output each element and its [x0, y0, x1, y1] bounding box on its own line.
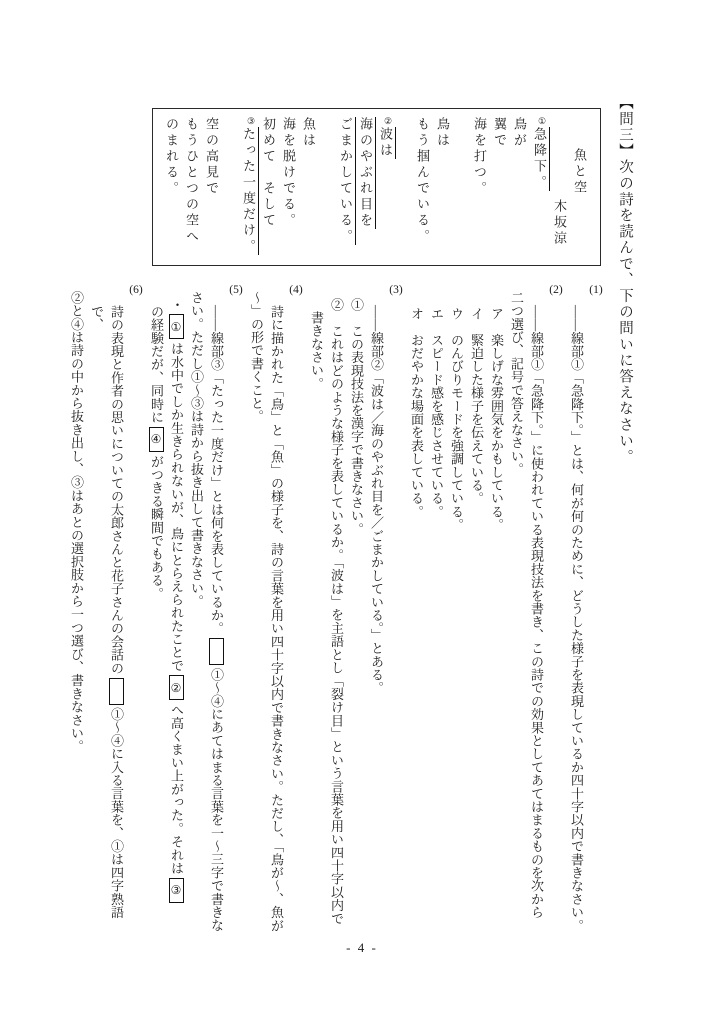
- poem-line: 魚は: [301, 117, 316, 149]
- question-text: ②と④は詩の中から抜き出し、③はあとの選択肢から一つ選び、書きなさい。: [69, 291, 84, 753]
- question-line: [306, 283, 326, 943]
- answer-blank-box-empty: [109, 678, 124, 705]
- poem-underlined-text: 波は: [378, 127, 396, 159]
- question-line: [146, 283, 166, 943]
- question-text: ア 楽しげな雰囲気をかもしている。: [489, 307, 504, 532]
- poem-line: [529, 117, 549, 259]
- poem-title: 魚と空: [572, 148, 587, 196]
- question-text: 詩に描かれた「鳥」と「魚」の様子を、詩の言葉を用い四十字以内で書きなさい。ただし、「鳥が〜、魚が: [269, 305, 284, 933]
- question-line: [246, 283, 266, 943]
- poem-ref-number: ③: [247, 117, 257, 127]
- question-text: さい。ただし①〜③は詩から抜き出して書きなさい。: [189, 291, 204, 608]
- question-line: [426, 283, 446, 943]
- poem-line: 鳥は: [435, 117, 450, 149]
- question-number-line: [286, 283, 306, 943]
- poem-line: [238, 117, 258, 259]
- question-number-line: [546, 283, 566, 943]
- poem-ref-number: ①: [538, 117, 548, 127]
- poem-line: もう掴んでいる。: [415, 117, 430, 245]
- question-line: [86, 283, 126, 943]
- question: [246, 283, 306, 943]
- question-number: (6): [129, 284, 143, 296]
- question-line: [506, 283, 526, 943]
- poem-stanza-gap: [395, 117, 412, 259]
- question-text: 詩の表現と作者の思いについての太郎さんと花子さんの会話の: [109, 305, 124, 675]
- question-text: は水中でしか生きられないが、鳥にとらえられたことで: [169, 342, 184, 673]
- question-text: ウ のんびりモードを強調している。: [449, 307, 464, 532]
- poem-author: 木坂涼: [552, 199, 567, 247]
- question-line: [206, 283, 226, 943]
- question-line: [366, 283, 386, 943]
- question-text: 書きなさい。: [309, 311, 324, 391]
- question: [406, 283, 566, 943]
- poem-ref-number: ②: [384, 117, 394, 127]
- poem-line: 海を打つ。: [472, 117, 487, 197]
- question-number: (2): [549, 284, 563, 296]
- question-line: [406, 283, 426, 943]
- question: [306, 283, 406, 943]
- poem-line: 海を脱けでる。: [281, 117, 296, 229]
- question-text: ① この表現技法を漢字で書きなさい。: [349, 298, 364, 536]
- question-text: イ 緊迫した様子を伝えている。: [469, 307, 484, 505]
- question-text: エ スピード感を感じさせている。: [429, 307, 444, 519]
- poem-underlined-text: 急降下。: [532, 127, 550, 191]
- question-line: [526, 283, 546, 943]
- answer-blank-box: ③: [169, 878, 184, 903]
- question-number: (1): [589, 284, 603, 296]
- question-text: ①〜④にあてはまる言葉を一〜三字で書きな: [209, 668, 224, 932]
- question-text: ――線部①「急降下。」とは、何が何のために、どうした様子を表現しているか四十字以内で書きなさい。: [569, 305, 584, 933]
- question-line: [186, 283, 206, 943]
- question-number-line: [386, 283, 406, 943]
- poem-line: [375, 117, 395, 259]
- question-text: 〜」の形で書くこと。: [249, 291, 264, 423]
- question-number-line: [226, 283, 246, 943]
- poem-underlined-text: 海のやぶれ目を: [358, 117, 376, 229]
- poem-stanza-gap: [221, 117, 238, 259]
- poem-line: のまれる。: [164, 117, 179, 197]
- question-line: [446, 283, 466, 943]
- question-text: へ高くまい上がった。それは: [169, 703, 184, 875]
- question-text: がつきる瞬間でもある。: [149, 454, 164, 601]
- question-line: [166, 283, 186, 943]
- poem-line: 翼で: [492, 117, 507, 149]
- poem-line: [355, 117, 375, 259]
- question-line: [66, 283, 86, 943]
- question-text: ――線部②「波は／海のやぶれ目を／ごまかしている。」とある。: [369, 305, 384, 695]
- question: [146, 283, 246, 943]
- question-number-line: [126, 283, 146, 943]
- answer-blank-box: ②: [169, 675, 184, 700]
- question-line: [266, 283, 286, 943]
- footer-page-number: - 4 -: [346, 940, 378, 955]
- question-text: ・: [169, 298, 184, 312]
- question-text: ――線部③「たった一度だけ」とは何を表しているか。: [209, 305, 224, 635]
- answer-blank-box: ①: [169, 314, 184, 339]
- question-number: (4): [289, 284, 303, 296]
- poem-line: 初めて そして: [261, 117, 276, 229]
- question-line: [486, 283, 506, 943]
- poem-line: 空の高見で: [204, 117, 219, 197]
- questions-area: [69, 283, 606, 943]
- answer-blank-box-empty: [209, 638, 224, 665]
- poem-underlined-text: たった一度だけ。: [241, 127, 259, 255]
- question: [66, 283, 146, 943]
- question-text: オ おだやかな場面を表している。: [409, 307, 424, 519]
- poem-underlined-text: ごまかしている。: [338, 117, 356, 245]
- question-text: ② これはどのような様子を表しているか。「波は」を主語とし「裂け目」という言葉を用い四十字以内で: [329, 298, 344, 926]
- poem-line: [335, 117, 355, 259]
- question-text: 二つ選び、記号で答えなさい。: [509, 291, 524, 476]
- question-number: (5): [229, 284, 243, 296]
- question: [566, 283, 606, 943]
- section-header: 【問三】次の詩を読んで、下の問いに答えなさい。: [617, 95, 633, 466]
- answer-blank-box: ④: [149, 427, 164, 452]
- question-line: [326, 283, 346, 943]
- poem-stanza-gap: [452, 117, 469, 259]
- question-number: (3): [389, 284, 403, 296]
- poem-stanza-gap: [318, 117, 335, 259]
- poem-line: 鳥が: [512, 117, 527, 149]
- question-text: の経験だが、同時に: [149, 305, 164, 424]
- question-number-line: [586, 283, 606, 943]
- question-line: [466, 283, 486, 943]
- poem-lines: [153, 109, 599, 265]
- question-line: [346, 283, 366, 943]
- poem-line: もうひとつの空へ: [184, 117, 199, 245]
- question-text: ――線部①「急降下。」に使われている表現技法を書き、この詩での効果としてあてはまるものを次から: [529, 305, 544, 919]
- question-line: [566, 283, 586, 943]
- question-text: ①〜④に入る言葉を、①は四字熟語で、: [89, 305, 124, 919]
- poem-box: [152, 108, 601, 266]
